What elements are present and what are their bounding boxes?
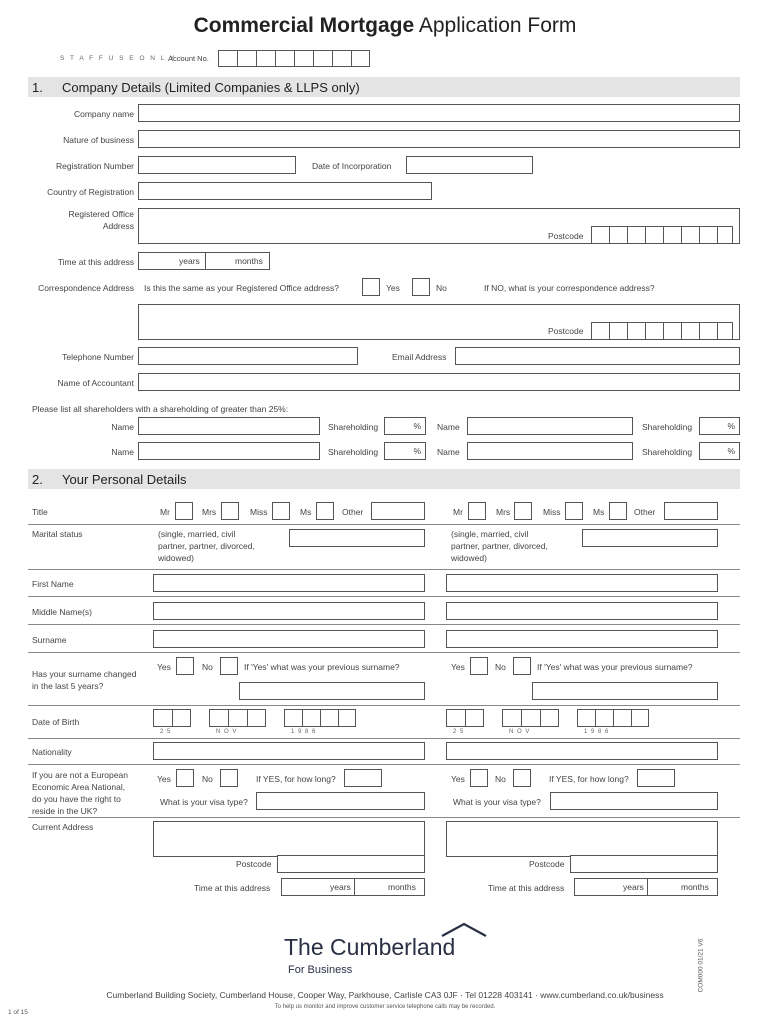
page-number: 1 of 15 [8, 1009, 28, 1016]
a1-previous-surname-field[interactable] [239, 682, 425, 700]
a2-marital-status-field[interactable] [582, 529, 718, 547]
eea-label-4: reside in the UK? [32, 806, 98, 816]
date-of-incorporation-label: Date of Incorporation [312, 161, 392, 171]
a2-middle-names-field[interactable] [446, 602, 718, 620]
nature-of-business-label: Nature of business [63, 135, 134, 145]
a1-how-long-label: If YES, for how long? [256, 774, 336, 784]
a1-time-at-address-field[interactable] [281, 878, 425, 896]
marital-status-label: Marital status [32, 529, 83, 539]
a1-middle-names-field[interactable] [153, 602, 425, 620]
form-title-bold: Commercial Mortgage [193, 14, 415, 37]
surname-changed-label-1: Has your surname changed [32, 669, 137, 679]
a2-other-field[interactable] [664, 502, 718, 520]
same-address-no-checkbox[interactable] [412, 278, 430, 296]
a1-dob-example-year: 1 9 8 6 [291, 729, 317, 735]
registration-number-label: Registration Number [56, 161, 134, 171]
correspondence-address-label: Correspondence Address [38, 283, 134, 293]
registered-postcode-cells[interactable] [591, 226, 733, 244]
a2-surname-yes-checkbox[interactable] [470, 657, 488, 675]
shareholder-1-name-field[interactable] [138, 417, 320, 435]
a2-marital-hint-1: (single, married, civil [451, 529, 529, 539]
a2-mrs-checkbox[interactable] [514, 502, 532, 520]
a1-mr-label: Mr [160, 507, 170, 517]
a1-marital-hint-3: widowed) [158, 553, 194, 563]
a1-eea-yes-checkbox[interactable] [176, 769, 194, 787]
a2-how-long-label: If YES, for how long? [549, 774, 629, 784]
a2-miss-label: Miss [543, 507, 561, 517]
telephone-label: Telephone Number [62, 352, 134, 362]
a2-other-label: Other [634, 507, 656, 517]
a1-dob-month-cells[interactable] [209, 709, 266, 727]
section-1-number: 1. [32, 80, 43, 95]
a2-postcode-label: Postcode [529, 859, 565, 869]
middle-names-label: Middle Name(s) [32, 607, 92, 617]
registered-postcode-label: Postcode [548, 231, 584, 241]
registered-office-label: Registered Office [68, 209, 134, 219]
correspondence-postcode-cells[interactable] [591, 322, 733, 340]
correspondence-postcode-label: Postcode [548, 326, 584, 336]
years-label: years [179, 256, 200, 266]
telephone-field[interactable] [138, 347, 358, 365]
a2-dob-day-cells[interactable] [446, 709, 484, 727]
shareholder-2-shareholding-label: Shareholding [642, 422, 693, 432]
percent-sign: % [727, 446, 735, 456]
a1-other-label: Other [342, 507, 364, 517]
a2-previous-surname-label: If 'Yes' what was your previous surname? [537, 662, 693, 672]
shareholders-note: Please list all shareholders with a shareholding of greater than 25%: [32, 404, 289, 414]
a2-postcode-field[interactable] [570, 855, 718, 873]
a2-eea-yes-label: Yes [451, 774, 465, 784]
shareholder-2-name-label: Name [437, 422, 460, 432]
a1-dob-example-day: 2 5 [160, 729, 172, 735]
a1-how-long-field[interactable] [344, 769, 382, 787]
section-2-number: 2. [32, 472, 43, 487]
staff-use-label: S T A F F U S E O N L Y : [60, 55, 184, 62]
eea-label-2: Economic Area National, [32, 782, 126, 792]
nationality-label: Nationality [32, 747, 72, 757]
a1-surname-no-checkbox[interactable] [220, 657, 238, 675]
a1-dob-example-month: N O V [216, 729, 238, 735]
a1-mrs-label: Mrs [202, 507, 217, 517]
eea-label-3: do you have the right to [32, 794, 121, 804]
a2-previous-surname-field[interactable] [532, 682, 718, 700]
a2-first-name-field[interactable] [446, 574, 718, 592]
a1-surname-yes-checkbox[interactable] [176, 657, 194, 675]
if-no-label: If NO, what is your correspondence address? [484, 283, 655, 293]
shareholder-3-shareholding-field[interactable] [384, 442, 426, 460]
shareholder-4-name-field[interactable] [467, 442, 633, 460]
a1-dob-day-cells[interactable] [153, 709, 191, 727]
a1-ms-checkbox[interactable] [316, 502, 334, 520]
country-of-registration-label: Country of Registration [47, 187, 134, 197]
a1-years-label: years [330, 882, 351, 892]
a1-postcode-field[interactable] [277, 855, 425, 873]
shareholder-2-name-field[interactable] [467, 417, 633, 435]
registered-office-address-label: Address [102, 221, 134, 231]
company-name-label: Company name [73, 109, 134, 119]
form-title [0, 14, 770, 38]
a2-eea-no-checkbox[interactable] [513, 769, 531, 787]
logo-sub-text: For Business [288, 964, 353, 976]
a2-how-long-field[interactable] [637, 769, 675, 787]
date-of-incorporation-field[interactable] [406, 156, 533, 174]
email-field[interactable] [455, 347, 740, 365]
a2-mr-checkbox[interactable] [468, 502, 486, 520]
percent-sign: % [413, 421, 421, 431]
email-label: Email Address [392, 352, 447, 362]
a1-nationality-field[interactable] [153, 742, 425, 760]
a2-marital-hint-3: widowed) [451, 553, 487, 563]
document-code: COM000 01/21 V6 [697, 938, 705, 993]
a2-surname-no-checkbox[interactable] [513, 657, 531, 675]
a2-current-address-field[interactable] [446, 821, 718, 857]
shareholder-4-shareholding-label: Shareholding [642, 447, 693, 457]
a1-eea-no-checkbox[interactable] [220, 769, 238, 787]
a1-surname-field[interactable] [153, 630, 425, 648]
months-label: months [235, 256, 263, 266]
shareholder-3-name-field[interactable] [138, 442, 320, 460]
a2-dob-month-cells[interactable] [502, 709, 559, 727]
a1-surname-no-label: No [202, 662, 213, 672]
a1-marital-hint-2: partner, partner, divorced, [158, 541, 255, 551]
section-2-header [28, 469, 740, 489]
logo [284, 920, 494, 980]
accountant-field[interactable] [138, 373, 740, 391]
a1-marital-status-field[interactable] [289, 529, 425, 547]
a1-surname-yes-label: Yes [157, 662, 171, 672]
a1-mr-checkbox[interactable] [175, 502, 193, 520]
a2-ms-label: Ms [593, 507, 605, 517]
a2-dob-example-month: N O V [509, 729, 531, 735]
a1-postcode-label: Postcode [236, 859, 272, 869]
a2-mrs-label: Mrs [496, 507, 511, 517]
first-name-label: First Name [32, 579, 74, 589]
percent-sign: % [727, 421, 735, 431]
a2-surname-field[interactable] [446, 630, 718, 648]
a2-eea-no-label: No [495, 774, 506, 784]
time-at-address-label: Time at this address [57, 257, 134, 267]
a2-dob-example-year: 1 9 8 6 [584, 729, 610, 735]
a2-nationality-field[interactable] [446, 742, 718, 760]
dob-label: Date of Birth [32, 717, 80, 727]
a1-visa-type-field[interactable] [256, 792, 425, 810]
shareholder-1-name-label: Name [111, 422, 134, 432]
section-2-title: Your Personal Details [62, 472, 187, 487]
same-address-yes-label: Yes [386, 283, 400, 293]
a2-time-at-address-field[interactable] [574, 878, 718, 896]
a2-visa-type-field[interactable] [550, 792, 718, 810]
a2-surname-yes-label: Yes [451, 662, 465, 672]
eea-label-1: If you are not a European [32, 770, 128, 780]
a1-months-label: months [388, 882, 416, 892]
a1-miss-label: Miss [250, 507, 268, 517]
a1-marital-hint-1: (single, married, civil [158, 529, 236, 539]
shareholder-4-shareholding-field[interactable] [699, 442, 740, 460]
surname-label: Surname [32, 635, 67, 645]
account-no-cells[interactable] [218, 50, 370, 67]
a2-visa-type-label: What is your visa type? [453, 797, 541, 807]
a1-current-address-field[interactable] [153, 821, 425, 857]
shareholder-1-shareholding-label: Shareholding [328, 422, 379, 432]
form-title-light: Application Form [418, 14, 577, 37]
same-address-question: Is this the same as your Registered Office address? [144, 283, 339, 293]
a2-years-label: years [623, 882, 644, 892]
a2-mr-label: Mr [453, 507, 463, 517]
a1-eea-yes-label: Yes [157, 774, 171, 784]
surname-changed-label-2: in the last 5 years? [32, 681, 104, 691]
registration-number-field[interactable] [138, 156, 296, 174]
same-address-no-label: No [436, 283, 447, 293]
account-no-label: Account No. [168, 54, 209, 63]
a1-eea-no-label: No [202, 774, 213, 784]
title-label: Title [32, 507, 48, 517]
shareholder-2-shareholding-field[interactable] [699, 417, 740, 435]
a1-time-at-address-label: Time at this address [194, 883, 271, 893]
a1-previous-surname-label: If 'Yes' what was your previous surname? [244, 662, 400, 672]
section-1-title: Company Details (Limited Companies & LLPS only) [62, 80, 360, 95]
logo-main-text: The Cumberland [284, 934, 456, 960]
a2-dob-example-day: 2 5 [453, 729, 465, 735]
current-address-label: Current Address [32, 822, 94, 832]
a1-ms-label: Ms [300, 507, 312, 517]
footer-monitor-note: To help us monitor and improve customer service telephone calls may be recorded. [274, 1004, 496, 1010]
shareholder-4-name-label: Name [437, 447, 460, 457]
country-of-registration-field[interactable] [138, 182, 432, 200]
shareholder-1-shareholding-field[interactable] [384, 417, 426, 435]
percent-sign: % [413, 446, 421, 456]
a1-other-field[interactable] [371, 502, 425, 520]
footer-address: Cumberland Building Society, Cumberland House, Cooper Way, Parkhouse, Carlisle CA3 0JF · Tel 01228 403141 · www.cumberland.co.uk/business [106, 990, 664, 1000]
accountant-label: Name of Accountant [57, 378, 134, 388]
shareholder-3-shareholding-label: Shareholding [328, 447, 379, 457]
a1-visa-type-label: What is your visa type? [160, 797, 248, 807]
a2-dob-year-cells[interactable] [577, 709, 649, 727]
a1-mrs-checkbox[interactable] [221, 502, 239, 520]
a1-first-name-field[interactable] [153, 574, 425, 592]
company-name-field[interactable] [138, 104, 740, 122]
a2-months-label: months [681, 882, 709, 892]
same-address-yes-checkbox[interactable] [362, 278, 380, 296]
a2-marital-hint-2: partner, partner, divorced, [451, 541, 548, 551]
a2-ms-checkbox[interactable] [609, 502, 627, 520]
time-at-address-field[interactable] [138, 252, 270, 270]
a2-time-at-address-label: Time at this address [488, 883, 565, 893]
a2-eea-yes-checkbox[interactable] [470, 769, 488, 787]
a2-surname-no-label: No [495, 662, 506, 672]
a2-miss-checkbox[interactable] [565, 502, 583, 520]
a1-dob-year-cells[interactable] [284, 709, 356, 727]
a1-miss-checkbox[interactable] [272, 502, 290, 520]
section-1-header [28, 77, 740, 97]
nature-of-business-field[interactable] [138, 130, 740, 148]
shareholder-3-name-label: Name [111, 447, 134, 457]
